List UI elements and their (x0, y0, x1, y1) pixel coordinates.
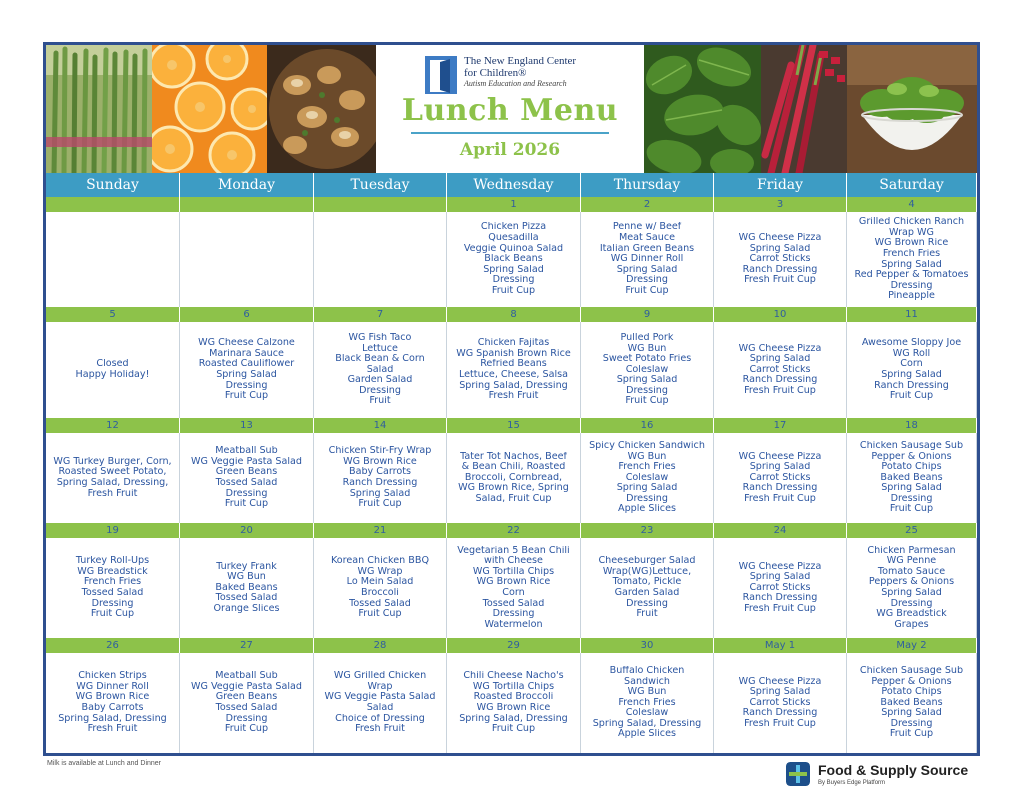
rhubarb-photo (761, 45, 847, 173)
menu-item: WG Breadstick (77, 566, 148, 577)
menu-cell (46, 433, 180, 523)
menu-item: Chicken Stir-Fry Wrap (328, 446, 432, 457)
menu-item: Sweet Potato Fries (602, 354, 692, 365)
menu-item: Dressing (492, 275, 535, 286)
menu-item: Spring Salad, Dressing, (56, 478, 169, 488)
menu-item: Watermelon (484, 619, 543, 630)
menu-item: Black Bean & Corn (335, 354, 425, 365)
menu-cell (714, 538, 847, 638)
menu-item: Sandwich (623, 676, 670, 687)
menu-item: WG Brown Rice, Spring (458, 483, 569, 494)
menu-item: Pulled Pork (620, 332, 674, 343)
menu-item: Fruit Cup (491, 724, 536, 735)
menu-item: Spicy Chicken Sandwich (589, 440, 705, 451)
menu-item: Spring Salad (749, 462, 811, 473)
date-number: May 1 (714, 638, 847, 653)
menu-item: Dressing (626, 493, 668, 504)
menu-item: Roasted Broccoli (473, 692, 554, 703)
day-header-tuesday: Tuesday (314, 173, 447, 197)
menu-item: Broccoli (361, 588, 399, 598)
day-header-monday: Monday (180, 173, 314, 197)
menu-item: Spring Salad (616, 264, 678, 275)
menu-item: WG Brown Rice (874, 238, 949, 249)
menu-item: Salad (366, 364, 394, 375)
menu-item: Ranch Dressing (342, 478, 418, 488)
menu-cell (581, 212, 714, 307)
menu-item: Carrot Sticks (749, 472, 811, 483)
menu-item: Spring Salad (881, 370, 942, 380)
menu-item: WG Veggie Pasta Salad (190, 456, 302, 467)
menu-item: Fruit Cup (889, 391, 934, 402)
menu-item: WG Cheese Pizza (738, 233, 822, 244)
brand-name: Food & Supply Source (818, 762, 969, 778)
date-number: 12 (46, 418, 180, 433)
menu-item: Fresh Fruit Cup (744, 385, 816, 396)
menu-item: Spring Salad (616, 375, 678, 386)
menu-item: Garden Salad (347, 375, 413, 386)
menu-item: Coleslaw (625, 708, 669, 719)
door-logo-icon (424, 55, 458, 95)
menu-item: Cheeseburger Salad (598, 556, 696, 567)
orange-slices-photo (152, 45, 267, 173)
menu-item: Ranch Dressing (742, 593, 818, 604)
menu-item: Chicken Pizza (480, 222, 547, 233)
menu-item: Baby Carrots (81, 703, 144, 713)
menu-item: Wrap WG (889, 227, 934, 238)
menu-item: Chicken Fajitas (477, 338, 550, 349)
page-title: Lunch Menu (401, 93, 619, 128)
date-number (46, 197, 180, 212)
menu-item: Grilled Chicken Ranch (858, 217, 965, 228)
date-number: 16 (581, 418, 714, 433)
menu-cell (314, 653, 447, 753)
menu-item: Spring Salad (483, 264, 544, 275)
brand-tagline: By Buyers Edge Platform (818, 780, 886, 786)
day-header-wednesday: Wednesday (447, 173, 581, 197)
menu-item: Roasted Sweet Potato, (58, 467, 167, 478)
menu-item: Dressing (890, 493, 933, 504)
menu-item: WG Tortilla Chips (472, 681, 555, 692)
menu-item: Closed (96, 359, 129, 370)
menu-item: WG Bun (227, 572, 266, 583)
menu-cell (847, 322, 977, 418)
menu-cell (46, 322, 180, 418)
menu-cell (447, 322, 581, 418)
mushroom-dish-photo (267, 45, 376, 173)
menu-item: Peppers & Onions (868, 577, 955, 588)
menu-item: WG Cheese Pizza (738, 676, 822, 687)
date-number: 29 (447, 638, 581, 653)
menu-cell (581, 322, 714, 418)
day-header-thursday: Thursday (581, 173, 714, 197)
menu-cell (180, 538, 314, 638)
menu-item: WG Veggie Pasta Salad (190, 681, 302, 692)
menu-item: Garden Salad (614, 588, 680, 598)
org-logo (424, 53, 624, 97)
menu-item: WG Brown Rice (476, 577, 551, 588)
menu-item: Meatball Sub (215, 446, 278, 457)
menu-item: Vegetarian 5 Bean Chili (457, 545, 570, 556)
menu-item: Ranch Dressing (874, 380, 949, 391)
menu-item: WG Cheese Calzone (198, 338, 295, 349)
menu-item: Tomato Sauce (877, 566, 946, 577)
menu-item: WG Dinner Roll (610, 254, 684, 265)
date-number: 9 (581, 307, 714, 322)
menu-item: Ranch Dressing (742, 375, 818, 386)
menu-cell (847, 433, 977, 523)
menu-item: Ranch Dressing (742, 483, 818, 494)
menu-cell (447, 653, 581, 753)
menu-item: Fruit Cup (625, 396, 669, 407)
menu-item: French Fries (618, 697, 676, 708)
menu-item: Pepper & Onions (871, 676, 952, 687)
menu-item: Fruit Cup (358, 609, 402, 620)
menu-item: WG Grilled Chicken (333, 671, 427, 682)
menu-item: Coleslaw (625, 472, 669, 483)
menu-item: Tossed Salad (81, 588, 144, 598)
menu-item: Fresh Fruit (488, 391, 539, 402)
menu-item: Baked Beans (880, 697, 943, 708)
menu-item: Fruit Cup (90, 609, 135, 620)
menu-item: Apple Slices (618, 729, 676, 740)
menu-item: Wrap (367, 681, 393, 692)
date-number: May 2 (847, 638, 977, 653)
menu-item: Pineapple (888, 291, 935, 302)
menu-item: Fresh Fruit Cup (744, 718, 816, 729)
menu-item: WG Brown Rice (75, 692, 150, 703)
menu-item: Fruit (369, 396, 391, 407)
spinach-photo (644, 45, 761, 173)
menu-item: Fruit Cup (889, 504, 934, 515)
menu-item: Tossed Salad (215, 593, 278, 604)
menu-item: Black Beans (484, 254, 543, 265)
menu-item: WG Breadstick (876, 609, 947, 620)
date-number: 11 (847, 307, 977, 322)
menu-item: WG Brown Rice (476, 703, 551, 713)
menu-item: WG Cheese Pizza (738, 343, 822, 354)
menu-item: Fruit (636, 609, 658, 620)
menu-item: Broccoli, Cornbread, (464, 472, 563, 483)
date-number (180, 197, 314, 212)
menu-cell (46, 538, 180, 638)
date-number: 19 (46, 523, 180, 538)
menu-item: Tossed Salad (482, 598, 545, 609)
menu-item: Ranch Dressing (742, 708, 818, 719)
menu-item: French Fries (618, 462, 676, 473)
date-number: 1 (447, 197, 581, 212)
menu-item: Lo Mein Salad (346, 577, 414, 588)
menu-cell (180, 322, 314, 418)
menu-item: Spring Salad, Dressing (459, 713, 568, 724)
menu-item: WG Cheese Pizza (738, 451, 822, 462)
menu-item: Green Beans (215, 692, 278, 703)
date-number: 22 (447, 523, 581, 538)
org-tagline: Autism Education and Research (464, 79, 567, 88)
menu-item: Fresh Fruit Cup (744, 275, 816, 286)
cross-logo-icon (786, 762, 810, 786)
date-number: 5 (46, 307, 180, 322)
menu-item: with Cheese (484, 556, 543, 567)
menu-item: Chicken Strips (78, 671, 147, 682)
menu-item: Fresh Fruit Cup (744, 493, 816, 504)
menu-item: Tater Tot Nachos, Beef (460, 451, 567, 462)
menu-item: Dressing (225, 488, 268, 499)
date-number: 4 (847, 197, 977, 212)
org-name-line1: The New England Center (464, 55, 577, 67)
menu-item: Dressing (225, 380, 268, 391)
menu-item: WG Dinner Roll (76, 681, 149, 692)
menu-item: Potato Chips (881, 462, 942, 473)
menu-item: Spring Salad, Dressing (58, 713, 167, 724)
menu-item: Happy Holiday! (75, 370, 150, 380)
asparagus-photo (46, 45, 152, 173)
menu-item: Lettuce (362, 343, 398, 354)
menu-item: Turkey Frank (216, 561, 277, 572)
menu-cell (714, 653, 847, 753)
menu-item: Fruit Cup (224, 391, 269, 402)
menu-item: Fruit Cup (491, 285, 536, 296)
date-number: 2 (581, 197, 714, 212)
menu-item: Ranch Dressing (742, 264, 818, 275)
menu-item: Dressing (225, 713, 268, 724)
menu-item: WG Tortilla Chips (472, 566, 555, 577)
menu-item: Spring Salad, Dressing (459, 380, 568, 391)
menu-item: Roasted Cauliflower (198, 359, 295, 370)
menu-item: Orange Slices (213, 603, 280, 614)
date-number (314, 197, 447, 212)
menu-item: Apple Slices (618, 504, 676, 515)
menu-item: WG Roll (892, 348, 931, 359)
menu-cell (314, 212, 447, 307)
menu-item: Turkey Roll-Ups (75, 556, 150, 567)
date-number: 14 (314, 418, 447, 433)
menu-item: Fresh Fruit Cup (744, 603, 816, 614)
menu-item: Green Beans (215, 467, 278, 478)
menu-item: Spring Salad (881, 483, 942, 494)
menu-cell (847, 212, 977, 307)
date-number: 17 (714, 418, 847, 433)
date-number: 3 (714, 197, 847, 212)
menu-item: French Fries (83, 577, 142, 588)
menu-item: Quesadilla (488, 233, 539, 244)
banner (46, 45, 977, 173)
menu-item: WG Bun (627, 687, 667, 698)
menu-item: Fruit Cup (889, 729, 934, 740)
menu-item: Dressing (626, 275, 668, 286)
menu-item: Baked Beans (215, 582, 278, 593)
menu-item: Dressing (890, 598, 933, 609)
date-number: 25 (847, 523, 977, 538)
date-number: 13 (180, 418, 314, 433)
date-number: 10 (714, 307, 847, 322)
menu-item: Wrap(WG)Lettuce, (602, 566, 692, 577)
date-number: 8 (447, 307, 581, 322)
menu-item: WG Brown Rice (343, 456, 417, 467)
menu-item: WG Bun (627, 343, 667, 354)
menu-item: Meatball Sub (215, 671, 278, 682)
date-number: 18 (847, 418, 977, 433)
menu-cell (314, 433, 447, 523)
menu-item: Grapes (894, 619, 929, 630)
menu-item: Salad, Fruit Cup (475, 493, 552, 504)
brand-logo (786, 760, 986, 790)
menu-item: Fruit Cup (358, 499, 402, 510)
menu-item: Fruit Cup (224, 499, 269, 510)
menu-item: Coleslaw (625, 364, 669, 375)
menu-item: Fresh Fruit (87, 488, 138, 499)
menu-item: Penne w/ Beef (612, 222, 682, 233)
date-number: 28 (314, 638, 447, 653)
date-number: 26 (46, 638, 180, 653)
menu-item: Italian Green Beans (599, 243, 695, 254)
menu-item: Spring Salad (216, 370, 277, 380)
menu-item: Tomato, Pickle (612, 577, 682, 588)
date-number: 6 (180, 307, 314, 322)
day-header-saturday: Saturday (847, 173, 977, 197)
menu-item: Baby Carrots (349, 467, 411, 478)
menu-item: Carrot Sticks (749, 364, 811, 375)
menu-item: WG Cheese Pizza (738, 561, 822, 572)
menu-item: Spring Salad (881, 259, 942, 270)
menu-cell (46, 653, 180, 753)
menu-cell (581, 653, 714, 753)
menu-cell (847, 538, 977, 638)
menu-item: Spring Salad (881, 588, 942, 598)
title-divider (411, 132, 609, 134)
menu-cell (447, 212, 581, 307)
menu-item: Fruit Cup (625, 285, 669, 296)
menu-cell (714, 322, 847, 418)
menu-item: Spring Salad (749, 243, 811, 254)
date-number: 27 (180, 638, 314, 653)
menu-item: Chicken Parmesan (867, 545, 956, 556)
menu-item: Dressing (890, 718, 933, 729)
menu-item: Spring Salad (349, 488, 411, 499)
menu-cell (314, 322, 447, 418)
menu-item: Tossed Salad (349, 598, 411, 609)
menu-item: Spring Salad (616, 483, 678, 494)
menu-item: Baked Beans (880, 472, 943, 483)
menu-item: Dressing (492, 609, 535, 620)
menu-item: Corn (900, 359, 923, 370)
day-header-friday: Friday (714, 173, 847, 197)
menu-item: Fruit Cup (224, 724, 269, 735)
menu-item: Dressing (626, 385, 668, 396)
menu-item: Salad (366, 703, 394, 713)
date-number: 7 (314, 307, 447, 322)
menu-item: WG Bun (627, 451, 667, 462)
menu-item: Carrot Sticks (749, 582, 811, 593)
menu-cell (447, 538, 581, 638)
menu-item: Carrot Sticks (749, 697, 811, 708)
menu-item: Carrot Sticks (749, 254, 811, 265)
menu-item: Marinara Sauce (209, 348, 284, 359)
menu-item: WG Turkey Burger, Corn, (53, 456, 172, 467)
menu-item: Meat Sauce (618, 233, 676, 244)
menu-cell (714, 212, 847, 307)
menu-item: WG Wrap (357, 566, 403, 577)
menu-cell (46, 212, 180, 307)
menu-item: Dressing (890, 280, 933, 291)
menu-cell (714, 433, 847, 523)
menu-item: Pepper & Onions (871, 451, 952, 462)
menu-cell (314, 538, 447, 638)
menu-item: Fresh Fruit (87, 724, 138, 735)
menu-item: & Bean Chili, Roasted (461, 462, 566, 473)
menu-item: Spring Salad (749, 687, 811, 698)
menu-item: Awesome Sloppy Joe (861, 338, 962, 349)
menu-cell (581, 433, 714, 523)
menu-item: Spring Salad (749, 572, 811, 583)
menu-item: Choice of Dressing (335, 713, 425, 724)
menu-calendar-frame (43, 42, 980, 756)
date-number: 20 (180, 523, 314, 538)
date-number: 21 (314, 523, 447, 538)
menu-item: Veggie Quinoa Salad (463, 243, 564, 254)
menu-item: French Fries (882, 248, 941, 259)
menu-item: WG Veggie Pasta Salad (324, 692, 436, 703)
menu-item: Potato Chips (881, 687, 942, 698)
menu-item: Tossed Salad (215, 478, 278, 488)
menu-item: WG Spanish Brown Rice (456, 348, 571, 359)
menu-item: Buffalo Chicken (609, 665, 685, 676)
date-number: 24 (714, 523, 847, 538)
milk-note: Milk is available at Lunch and Dinner (47, 760, 162, 767)
menu-item: Dressing (91, 598, 134, 609)
menu-item: Dressing (359, 385, 401, 396)
menu-item: WG Penne (886, 556, 937, 567)
menu-cell (447, 433, 581, 523)
org-name-line2: for Children® (464, 67, 527, 79)
salad-bowl-photo (847, 45, 977, 173)
menu-item: Corn (502, 588, 525, 598)
menu-item: Spring Salad (749, 354, 811, 365)
menu-item: Chicken Sausage Sub (859, 440, 964, 451)
menu-item: Korean Chicken BBQ (330, 556, 429, 567)
menu-item: Spring Salad (881, 708, 942, 719)
menu-item: Chicken Sausage Sub (859, 665, 964, 676)
date-number: 15 (447, 418, 581, 433)
date-number: 30 (581, 638, 714, 653)
date-number: 23 (581, 523, 714, 538)
menu-item: Red Pepper & Tomatoes (854, 270, 969, 281)
menu-item: Dressing (626, 598, 668, 609)
menu-item: Tossed Salad (215, 703, 278, 713)
menu-cell (180, 653, 314, 753)
menu-item: Fresh Fruit (355, 724, 405, 735)
menu-item: Chili Cheese Nacho's (463, 671, 564, 682)
month-label: April 2026 (459, 140, 561, 160)
title-panel (376, 45, 644, 173)
menu-item: Refried Beans (480, 359, 547, 370)
day-header-sunday: Sunday (46, 173, 180, 197)
menu-cell (180, 212, 314, 307)
menu-item: Lettuce, Cheese, Salsa (458, 370, 569, 380)
menu-cell (847, 653, 977, 753)
menu-cell (581, 538, 714, 638)
menu-item: WG Fish Taco (348, 332, 412, 343)
menu-cell (180, 433, 314, 523)
menu-item: Spring Salad, Dressing (592, 718, 702, 729)
